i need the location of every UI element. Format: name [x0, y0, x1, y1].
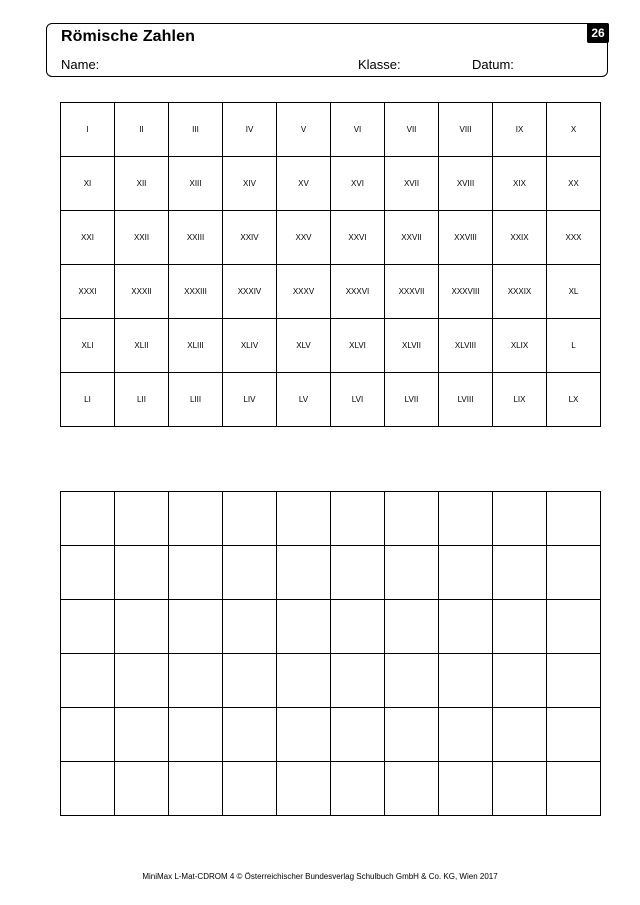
numeral-cell: I: [61, 103, 115, 157]
empty-cell[interactable]: [115, 708, 169, 762]
empty-cell[interactable]: [439, 708, 493, 762]
empty-cell[interactable]: [277, 492, 331, 546]
table-row: [61, 319, 601, 373]
numeral-cell: XXXVII: [385, 265, 439, 319]
empty-cell[interactable]: [331, 654, 385, 708]
numeral-cell: XVI: [331, 157, 385, 211]
numeral-cell: LIV: [223, 373, 277, 427]
empty-cell[interactable]: [385, 708, 439, 762]
numeral-cell: LVIII: [439, 373, 493, 427]
numeral-cell: XLI: [61, 319, 115, 373]
empty-cell[interactable]: [169, 762, 223, 816]
numeral-cell: IX: [493, 103, 547, 157]
empty-cell[interactable]: [223, 600, 277, 654]
empty-cell[interactable]: [61, 762, 115, 816]
numeral-cell: VII: [385, 103, 439, 157]
numeral-cell: XXIV: [223, 211, 277, 265]
empty-cell[interactable]: [547, 492, 601, 546]
copyright-footer: MiniMax L-Mat-CDROM 4 © Österreichischer Bundesverlag Schulbuch GmbH & Co. KG, Wien 2017: [142, 872, 498, 881]
numeral-cell: XLVI: [331, 319, 385, 373]
numeral-cell: XLV: [277, 319, 331, 373]
numeral-cell: XLII: [115, 319, 169, 373]
table-row: [61, 265, 601, 319]
empty-cell[interactable]: [385, 492, 439, 546]
empty-cell[interactable]: [277, 654, 331, 708]
empty-cell[interactable]: [277, 708, 331, 762]
numeral-cell: XXXVI: [331, 265, 385, 319]
numeral-cell: XLIX: [493, 319, 547, 373]
table-row: [61, 600, 601, 654]
numeral-cell: XXII: [115, 211, 169, 265]
numeral-cell: LI: [61, 373, 115, 427]
empty-cell[interactable]: [223, 762, 277, 816]
empty-cell[interactable]: [115, 600, 169, 654]
numeral-cell: III: [169, 103, 223, 157]
empty-cell[interactable]: [547, 654, 601, 708]
empty-cell[interactable]: [223, 546, 277, 600]
empty-cell[interactable]: [61, 492, 115, 546]
numeral-cell: XXX: [547, 211, 601, 265]
numeral-cell: XXXV: [277, 265, 331, 319]
numeral-cell: XIII: [169, 157, 223, 211]
numeral-cell: XXXIX: [493, 265, 547, 319]
table-row: [61, 654, 601, 708]
numeral-cell: XXIII: [169, 211, 223, 265]
empty-cell[interactable]: [493, 546, 547, 600]
numeral-cell: XLVIII: [439, 319, 493, 373]
numeral-cell: XXXIV: [223, 265, 277, 319]
empty-cell[interactable]: [61, 546, 115, 600]
worksheet-header: [46, 23, 608, 77]
name-label: Name:: [61, 57, 100, 72]
numeral-cell: XXVI: [331, 211, 385, 265]
numeral-cell: XL: [547, 265, 601, 319]
empty-cell[interactable]: [439, 600, 493, 654]
empty-cell[interactable]: [439, 762, 493, 816]
numeral-cell: XVIII: [439, 157, 493, 211]
empty-cell[interactable]: [493, 492, 547, 546]
empty-cell[interactable]: [61, 600, 115, 654]
roman-numerals-grid: [60, 102, 601, 427]
numeral-cell: IV: [223, 103, 277, 157]
empty-cell[interactable]: [115, 492, 169, 546]
empty-cell[interactable]: [439, 546, 493, 600]
numeral-cell: XXI: [61, 211, 115, 265]
empty-cell[interactable]: [385, 546, 439, 600]
empty-cell[interactable]: [493, 708, 547, 762]
numeral-cell: XXXVIII: [439, 265, 493, 319]
empty-cell[interactable]: [115, 654, 169, 708]
numeral-cell: XXVII: [385, 211, 439, 265]
empty-cell[interactable]: [547, 600, 601, 654]
table-row: [61, 762, 601, 816]
numeral-cell: XII: [115, 157, 169, 211]
numeral-cell: XXXI: [61, 265, 115, 319]
empty-cell[interactable]: [331, 762, 385, 816]
class-label: Klasse:: [358, 57, 401, 72]
empty-cell[interactable]: [223, 492, 277, 546]
numeral-cell: XXVIII: [439, 211, 493, 265]
numeral-cell: XLIII: [169, 319, 223, 373]
numeral-cell: LV: [277, 373, 331, 427]
empty-cell[interactable]: [385, 600, 439, 654]
empty-cell[interactable]: [277, 546, 331, 600]
empty-cell[interactable]: [439, 654, 493, 708]
empty-cell[interactable]: [169, 654, 223, 708]
page-number-badge: 26: [587, 23, 609, 43]
empty-cell[interactable]: [223, 708, 277, 762]
numeral-cell: LVII: [385, 373, 439, 427]
numeral-cell: XIX: [493, 157, 547, 211]
numeral-cell: LIII: [169, 373, 223, 427]
empty-cell[interactable]: [493, 600, 547, 654]
empty-cell[interactable]: [547, 708, 601, 762]
numeral-cell: XX: [547, 157, 601, 211]
empty-cell[interactable]: [547, 546, 601, 600]
numeral-cell: XXIX: [493, 211, 547, 265]
numeral-cell: LVI: [331, 373, 385, 427]
empty-cell[interactable]: [493, 762, 547, 816]
numeral-cell: LII: [115, 373, 169, 427]
numeral-cell: XIV: [223, 157, 277, 211]
empty-cell[interactable]: [277, 762, 331, 816]
worksheet-title: Römische Zahlen: [61, 28, 195, 45]
empty-cell[interactable]: [331, 492, 385, 546]
numeral-cell: XVII: [385, 157, 439, 211]
numeral-cell: L: [547, 319, 601, 373]
empty-cell[interactable]: [493, 654, 547, 708]
table-row: [61, 492, 601, 546]
empty-cell[interactable]: [439, 492, 493, 546]
empty-cell[interactable]: [169, 492, 223, 546]
empty-cell[interactable]: [385, 654, 439, 708]
empty-cell[interactable]: [385, 762, 439, 816]
table-row: [61, 708, 601, 762]
table-row: [61, 373, 601, 427]
empty-cell[interactable]: [331, 546, 385, 600]
numeral-cell: XI: [61, 157, 115, 211]
empty-cell[interactable]: [547, 762, 601, 816]
table-row: [61, 157, 601, 211]
empty-cell[interactable]: [277, 600, 331, 654]
empty-cell[interactable]: [115, 762, 169, 816]
empty-cell[interactable]: [61, 708, 115, 762]
empty-cell[interactable]: [169, 708, 223, 762]
empty-cell[interactable]: [331, 708, 385, 762]
numeral-cell: LX: [547, 373, 601, 427]
empty-cell[interactable]: [115, 546, 169, 600]
empty-practice-grid: [60, 491, 601, 816]
numeral-cell: X: [547, 103, 601, 157]
empty-cell[interactable]: [331, 600, 385, 654]
numeral-cell: XXV: [277, 211, 331, 265]
numeral-cell: LIX: [493, 373, 547, 427]
numeral-cell: VIII: [439, 103, 493, 157]
numeral-cell: VI: [331, 103, 385, 157]
numeral-cell: XXXII: [115, 265, 169, 319]
numeral-cell: II: [115, 103, 169, 157]
empty-cell[interactable]: [169, 600, 223, 654]
table-row: [61, 103, 601, 157]
empty-cell[interactable]: [169, 546, 223, 600]
numeral-cell: XLVII: [385, 319, 439, 373]
date-label: Datum:: [472, 57, 514, 72]
numeral-cell: V: [277, 103, 331, 157]
numeral-cell: XV: [277, 157, 331, 211]
empty-cell[interactable]: [223, 654, 277, 708]
table-row: [61, 211, 601, 265]
numeral-cell: XXXIII: [169, 265, 223, 319]
numeral-cell: XLIV: [223, 319, 277, 373]
empty-cell[interactable]: [61, 654, 115, 708]
table-row: [61, 546, 601, 600]
